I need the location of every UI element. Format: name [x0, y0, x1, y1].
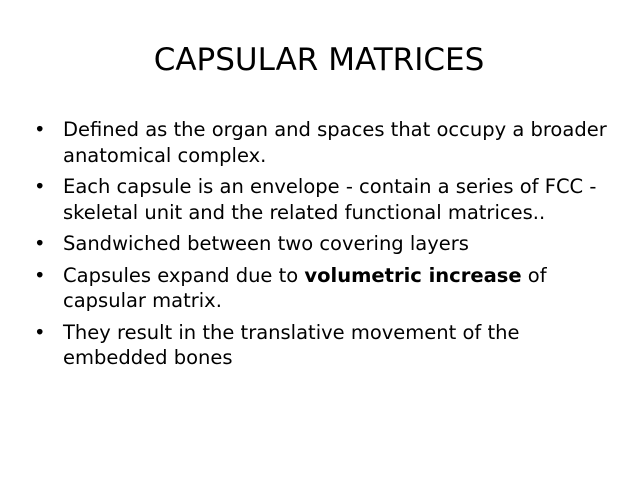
bullet-item — [34, 320, 614, 371]
bullet-text — [63, 264, 547, 313]
bullet-item — [34, 231, 614, 257]
bullet-item — [34, 117, 614, 168]
bullet-text-post: of capsular matrix. — [63, 263, 547, 312]
bullet-text-pre: Capsules expand due to — [63, 263, 305, 287]
bullet-list — [34, 117, 614, 377]
bullet-text: Sandwiched between two covering layers — [63, 232, 469, 255]
bullet-item — [34, 263, 614, 314]
bullet-dot-icon: • — [34, 232, 46, 255]
bullet-text: Defined as the organ and spaces that occupy a broader anatomical complex. — [63, 118, 607, 167]
bullet-dot-icon: • — [34, 118, 46, 141]
slide-title: CAPSULAR MATRICES — [153, 42, 485, 78]
bullet-dot-icon: • — [34, 175, 46, 198]
bullet-text: They result in the translative movement of the embedded bones — [63, 320, 520, 369]
bullet-text-bold: volumetric increase — [304, 263, 522, 287]
bullet-item — [34, 174, 614, 225]
bullet-dot-icon: • — [34, 263, 46, 287]
bullet-text: Each capsule is an envelope - contain a series of FCC - skeletal unit and the related functional matrices.. — [63, 175, 597, 224]
bullet-dot-icon: • — [34, 320, 46, 344]
